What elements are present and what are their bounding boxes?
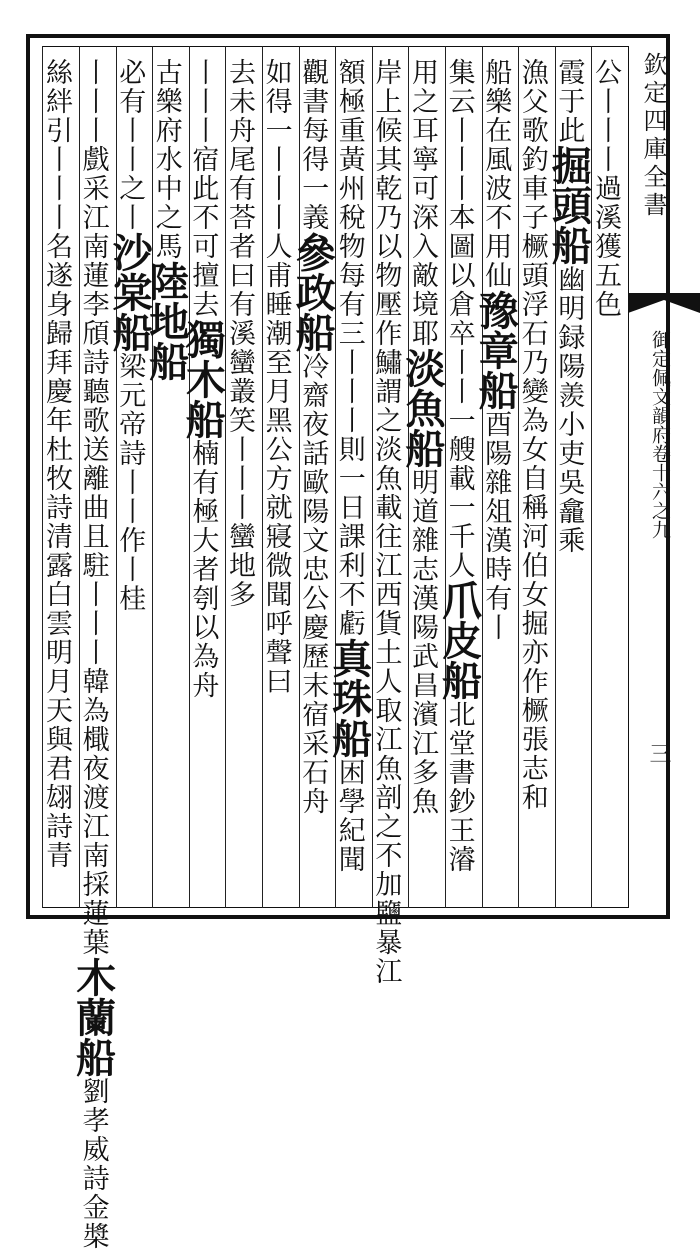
- text-run: 丨丨丨宿此不可擅去: [187, 58, 219, 319]
- text-run: 人甫睡潮至月黑公方就寢微聞呼聲曰: [260, 232, 292, 696]
- text-column: [179, 58, 227, 898]
- entry-headword: 參政船: [289, 232, 337, 352]
- text-run: 岸上候其乾乃以物壓作鱐謂之淡魚載往江西貨: [370, 58, 402, 638]
- text-column: [513, 58, 550, 898]
- text-run: 船樂在風波不用仙: [480, 58, 512, 290]
- text-run: 幽明録陽羨小吏吳龕乘: [553, 265, 585, 555]
- text-run: 為檝夜渡江南採蓮葉: [77, 696, 109, 957]
- entry-headword: 豫章船: [472, 290, 520, 410]
- text-column: [37, 58, 74, 898]
- text-run: 古樂府水中之馬: [150, 58, 182, 261]
- text-run: 去未舟尾有荅者曰有: [223, 58, 255, 319]
- text-run: 溪蠻叢笑丨丨丨蠻地多: [223, 319, 255, 609]
- text-column: [435, 58, 483, 898]
- text-run: 明道雜志漢陽武昌濱江多魚: [406, 468, 438, 816]
- text-column: [106, 58, 154, 898]
- entry-headword: 真珠船: [325, 638, 373, 758]
- entry-headword: 淡魚船: [398, 348, 446, 468]
- text-run: 用之耳寧可深入敵境耶: [406, 58, 438, 348]
- text-run: 丨丨丨戲采江南蓮李頎詩聽歌送離曲且駐丨丨丨韓: [77, 58, 109, 696]
- text-run: 困學紀聞: [333, 758, 365, 874]
- text-run: 梁元帝詩丨丨作丨桂: [114, 352, 146, 613]
- text-run: 如得一丨丨丨: [260, 58, 292, 232]
- entry-headword: 沙棠船: [106, 232, 154, 352]
- text-column: [472, 58, 520, 898]
- text-column: [545, 58, 593, 898]
- volume-label: 御定佩文韻府卷十六之九: [649, 330, 671, 539]
- text-run: 劉孝威詩金槳: [77, 1077, 109, 1251]
- text-run: 觀書每得一義: [297, 58, 329, 232]
- text-run: 霞于此: [553, 58, 585, 145]
- text-run: 浮石乃變為女自稱河伯女掘亦作橛張志和: [516, 290, 548, 812]
- text-run: 公丨丨丨: [589, 58, 621, 174]
- page-number: 三: [646, 742, 671, 764]
- text-run: 額極重黃州稅物每有三丨丨丨則一日課利不虧: [333, 58, 365, 638]
- text-run: 集云丨丨丨本圖以倉卒: [443, 58, 475, 348]
- text-run: 絲絆引丨丨丨名遂身歸拜慶年杜牧詩清露白雲明月天與君: [40, 58, 72, 783]
- text-run: 冷齋夜話歐陽文忠公慶歷末宿采石舟: [297, 352, 329, 816]
- text-column: [69, 58, 117, 1251]
- text-run: 翃詩青: [40, 783, 72, 870]
- entry-headword: 獨木船: [179, 319, 227, 439]
- text-run: 過溪獲五色: [589, 174, 621, 319]
- text-column: [289, 58, 337, 898]
- text-column: [367, 58, 404, 986]
- text-run: 楠有極大者刳以為舟: [187, 439, 219, 700]
- text-column: [142, 58, 190, 898]
- text-run: 丨丨一艘載一千人: [443, 348, 475, 580]
- entry-headword: 木蘭船: [69, 957, 117, 1077]
- entry-headword: 陸地船: [142, 261, 190, 381]
- text-run: 土人取江魚剖之不加鹽暴江: [370, 638, 402, 986]
- book-title: 欽定四庫全書: [639, 52, 667, 220]
- entry-headword: 掘頭船: [545, 145, 593, 265]
- text-run: 漁父歌釣車子橛頭: [516, 58, 548, 290]
- text-column: [398, 58, 446, 898]
- text-column: [325, 58, 373, 898]
- entry-headword: 爪皮船: [435, 580, 483, 700]
- text-run: 北堂書鈔王濬: [443, 700, 475, 874]
- text-column: [257, 58, 294, 898]
- spine-divider: [628, 46, 629, 908]
- text-column: [220, 58, 257, 898]
- text-run: 必有丨丨之丨: [114, 58, 146, 232]
- text-run: 酉陽雜俎漢時有丨: [480, 410, 512, 642]
